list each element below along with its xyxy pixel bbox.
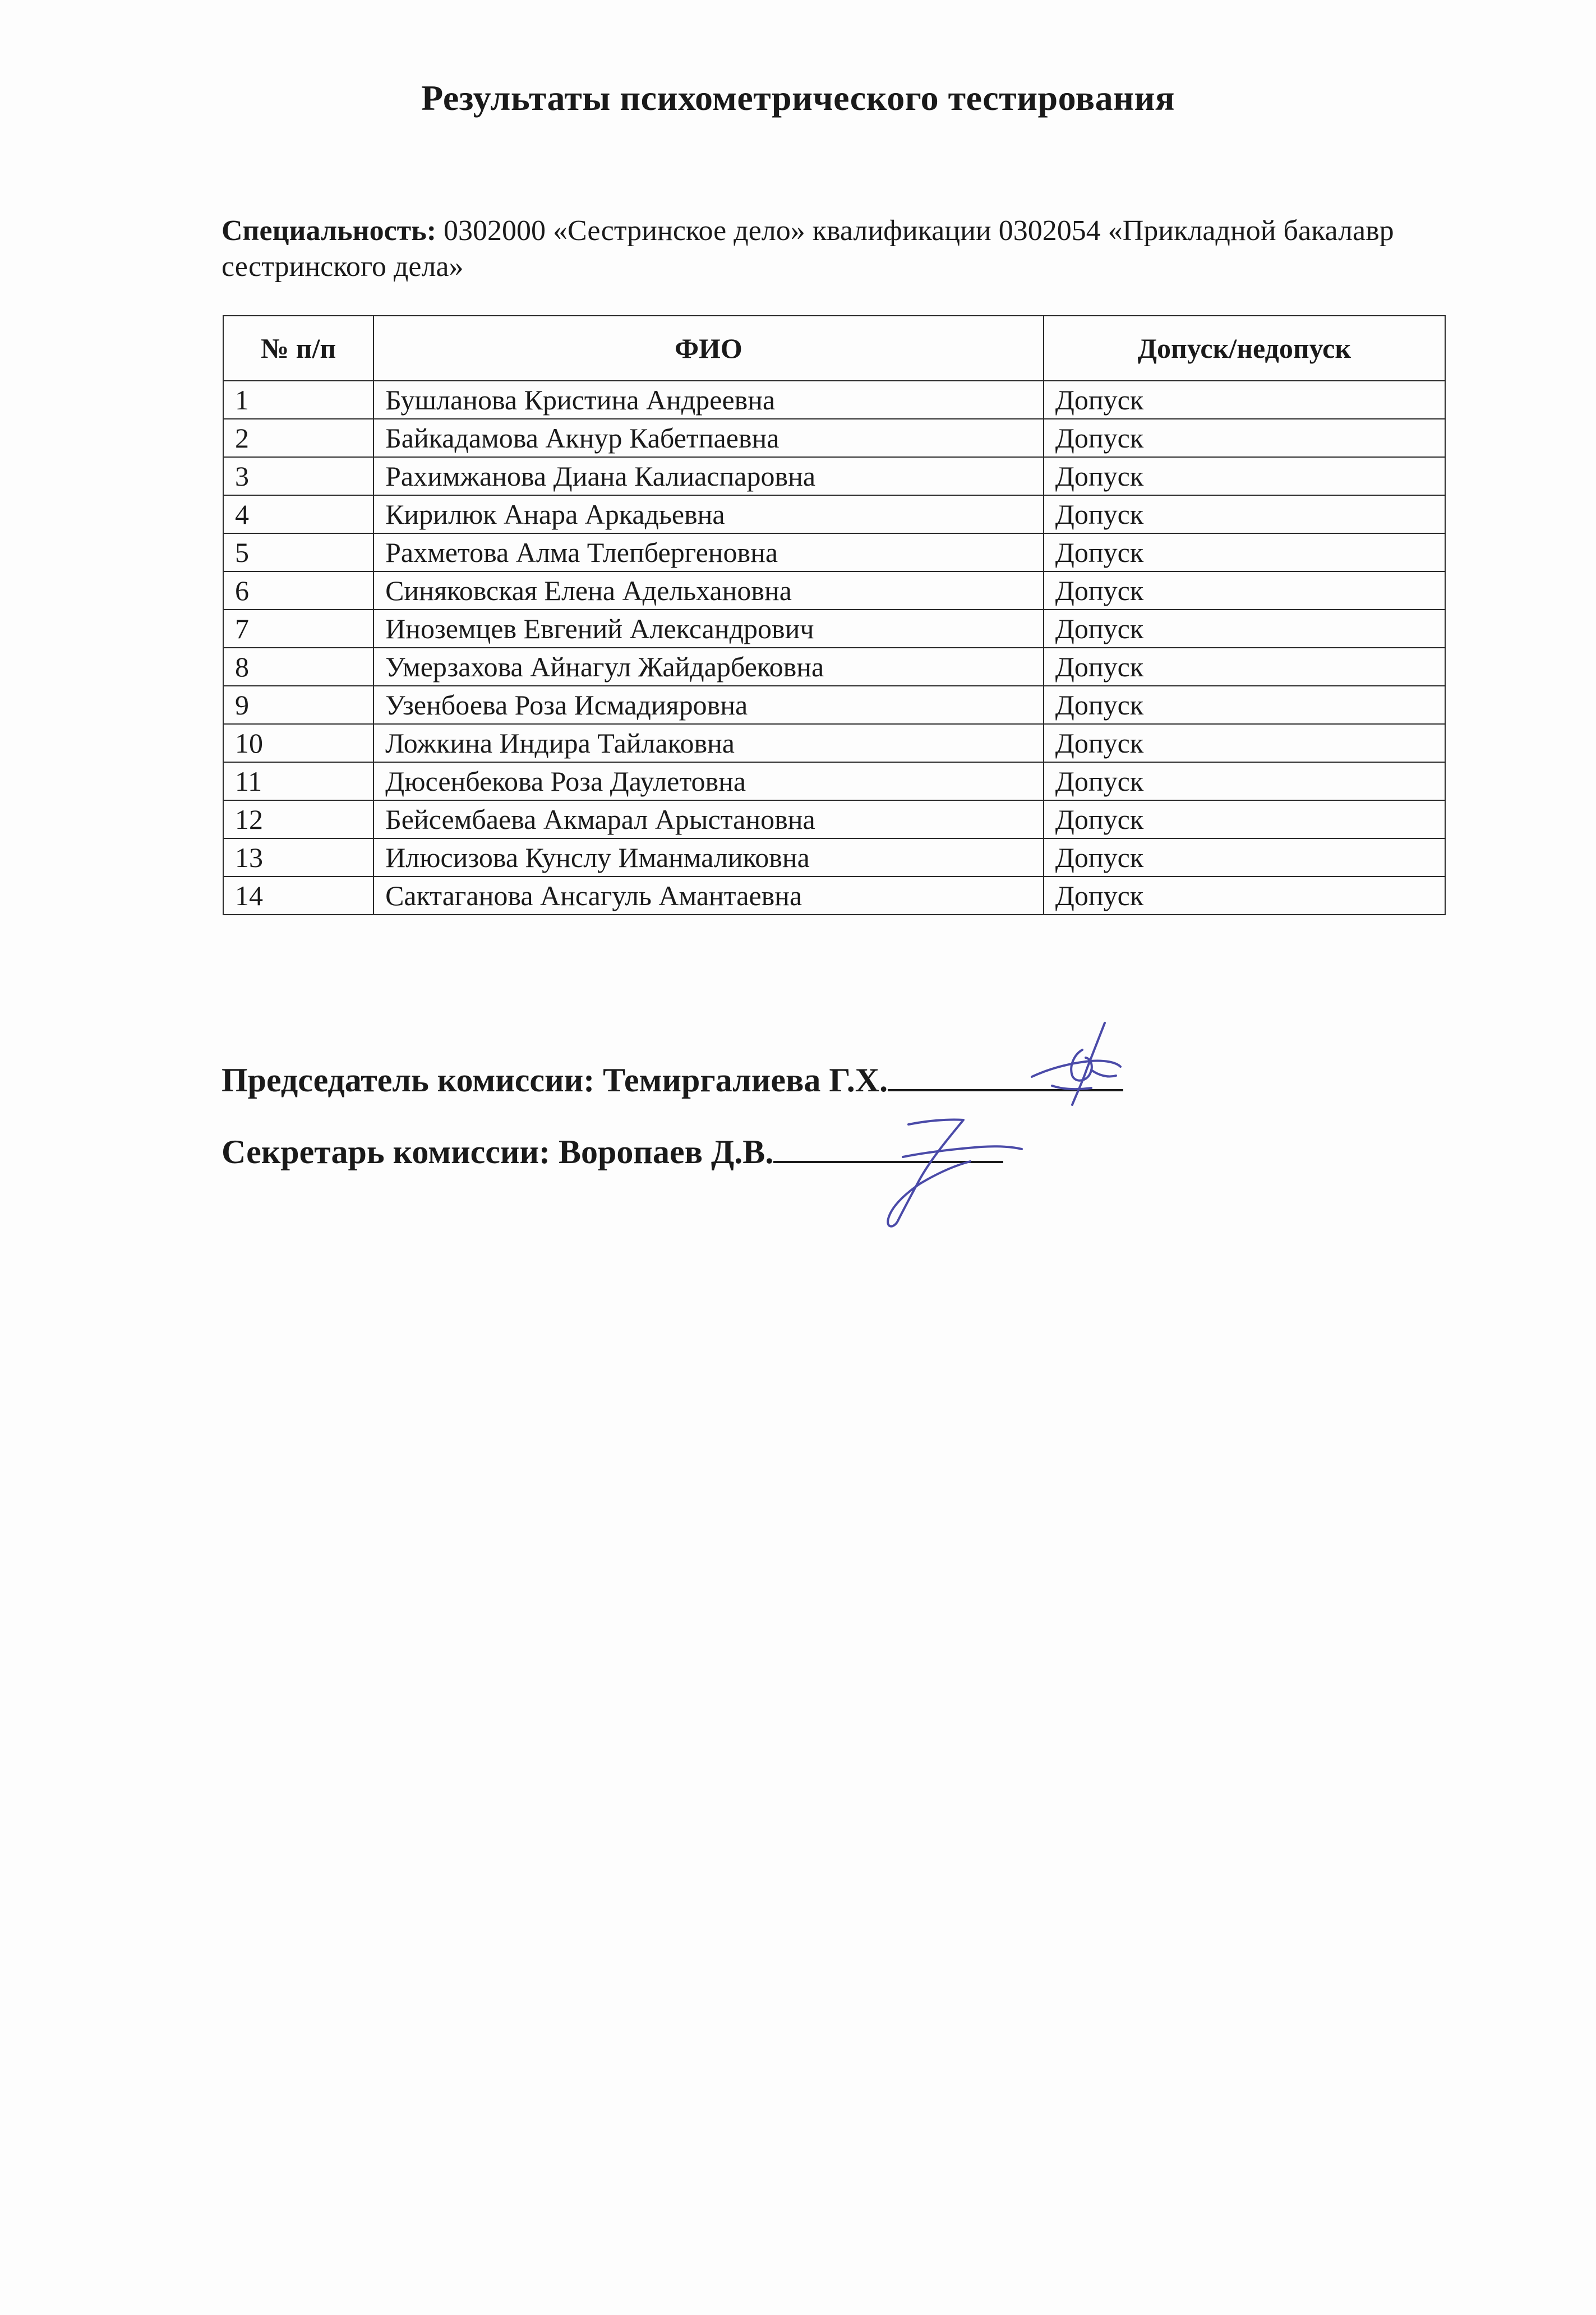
row-number: 2 xyxy=(223,419,373,457)
table-row xyxy=(223,381,1445,419)
row-status: Допуск xyxy=(1044,381,1445,419)
row-status: Допуск xyxy=(1044,877,1445,915)
row-name: Бушланова Кристина Андреевна xyxy=(373,381,1044,419)
row-status: Допуск xyxy=(1044,419,1445,457)
table-row xyxy=(223,838,1445,877)
secretary-signature-icon xyxy=(864,1108,1032,1237)
row-number: 14 xyxy=(223,877,373,915)
table-row xyxy=(223,724,1445,762)
results-table xyxy=(223,315,1446,915)
specialty-text: 0302000 «Сестринское дело» квалификации 0302054 «Прикладной бакалавр сестринского дела» xyxy=(222,215,1394,283)
header-status: Допуск/недопуск xyxy=(1044,316,1445,381)
row-number: 1 xyxy=(223,381,373,419)
header-number: № п/п xyxy=(223,316,373,381)
table-row xyxy=(223,457,1445,495)
table-row xyxy=(223,419,1445,457)
table-row xyxy=(223,648,1445,686)
row-name: Узенбоева Роза Исмадияровна xyxy=(373,686,1044,724)
row-name: Синяковская Елена Адельхановна xyxy=(373,571,1044,610)
row-status: Допуск xyxy=(1044,724,1445,762)
row-status: Допуск xyxy=(1044,686,1445,724)
secretary-label: Секретарь комиссии: Воропаев Д.В. xyxy=(222,1133,774,1170)
row-number: 6 xyxy=(223,571,373,610)
table-header-row xyxy=(223,316,1445,381)
table-row xyxy=(223,877,1445,915)
row-number: 11 xyxy=(223,762,373,800)
row-status: Допуск xyxy=(1044,533,1445,571)
row-number: 9 xyxy=(223,686,373,724)
table-row xyxy=(223,686,1445,724)
row-number: 10 xyxy=(223,724,373,762)
row-name: Умерзахова Айнагул Жайдарбековна xyxy=(373,648,1044,686)
table-row xyxy=(223,571,1445,610)
table-row xyxy=(223,610,1445,648)
row-status: Допуск xyxy=(1044,648,1445,686)
row-status: Допуск xyxy=(1044,610,1445,648)
row-name: Иноземцев Евгений Александрович xyxy=(373,610,1044,648)
row-name: Байкадамова Акнур Кабетпаевна xyxy=(373,419,1044,457)
row-name: Дюсенбекова Роза Даулетовна xyxy=(373,762,1044,800)
table-row xyxy=(223,800,1445,838)
specialty-label: Специальность: xyxy=(222,215,437,247)
row-status: Допуск xyxy=(1044,571,1445,610)
row-number: 8 xyxy=(223,648,373,686)
table-row xyxy=(223,762,1445,800)
row-number: 12 xyxy=(223,800,373,838)
table-row xyxy=(223,495,1445,533)
document-title: Результаты психометрического тестирования xyxy=(421,78,1175,118)
table-row xyxy=(223,533,1445,571)
row-number: 5 xyxy=(223,533,373,571)
row-number: 3 xyxy=(223,457,373,495)
row-status: Допуск xyxy=(1044,495,1445,533)
row-number: 7 xyxy=(223,610,373,648)
specialty-block xyxy=(222,213,1455,285)
row-name: Ложкина Индира Тайлаковна xyxy=(373,724,1044,762)
row-name: Илюсизова Кунслу Иманмаликовна xyxy=(373,838,1044,877)
row-status: Допуск xyxy=(1044,838,1445,877)
header-name: ФИО xyxy=(373,316,1044,381)
row-status: Допуск xyxy=(1044,457,1445,495)
row-name: Рахметова Алма Тлепбергеновна xyxy=(373,533,1044,571)
row-status: Допуск xyxy=(1044,762,1445,800)
row-name: Кирилюк Анара Аркадьевна xyxy=(373,495,1044,533)
row-number: 4 xyxy=(223,495,373,533)
row-name: Сактаганова Ансагуль Амантаевна xyxy=(373,877,1044,915)
row-name: Рахимжанова Диана Калиаспаровна xyxy=(373,457,1044,495)
row-name: Бейсембаева Акмарал Арыстановна xyxy=(373,800,1044,838)
row-status: Допуск xyxy=(1044,800,1445,838)
chair-label: Председатель комиссии: Темиргалиева Г.Х. xyxy=(222,1062,888,1099)
chair-signature-icon xyxy=(1021,1015,1133,1116)
row-number: 13 xyxy=(223,838,373,877)
